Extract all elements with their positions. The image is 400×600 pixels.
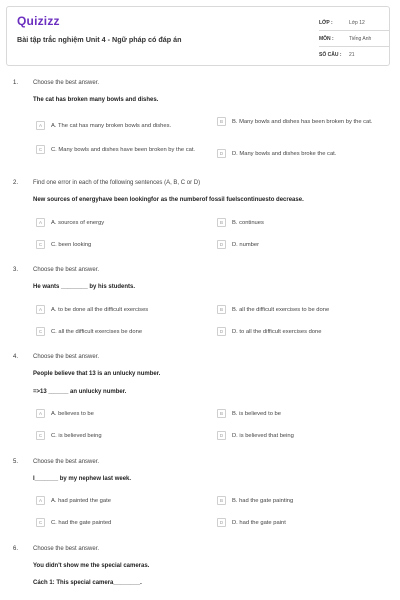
option-text: D. is believed that being <box>232 433 294 439</box>
question-text: New sources of energyhave been lookingfor as the numberof fossil fuelscontinuesto decrease. <box>33 197 304 203</box>
option-b[interactable] <box>217 306 392 314</box>
question-text: Cách 1: This special camera________. <box>33 580 142 586</box>
worksheet-meta <box>319 15 389 62</box>
option-letter-badge: C <box>36 240 45 249</box>
option-b[interactable] <box>217 118 392 126</box>
quizizz-logo[interactable]: Quizizz <box>17 14 60 28</box>
question-instruction: Choose the best answer. <box>33 267 100 273</box>
question-text: He wants ________ by his students. <box>33 284 136 290</box>
option-d[interactable] <box>217 328 392 336</box>
option-a[interactable] <box>36 219 201 227</box>
meta-label: SỐ CÂU : <box>319 51 342 58</box>
option-text: A. believes to be <box>51 411 94 417</box>
question-instruction: Find one error in each of the following sentences (A, B, C or D) <box>33 180 201 186</box>
option-c[interactable] <box>36 519 201 527</box>
option-text: B. continues <box>232 220 264 226</box>
option-letter-badge: C <box>36 518 45 527</box>
option-letter-badge: B <box>217 218 226 227</box>
option-b[interactable] <box>217 497 392 505</box>
option-text: D. had the gate paint <box>232 520 286 526</box>
meta-value: Lớp 12 <box>349 19 365 26</box>
option-text: A. to be done all the difficult exercises <box>51 307 149 313</box>
option-d[interactable] <box>217 241 392 249</box>
option-letter-badge: C <box>36 327 45 336</box>
question-text: People believe that 13 is an unlucky number. <box>33 371 161 377</box>
meta-row-subject <box>319 31 389 47</box>
question-number: 1. <box>13 80 19 86</box>
question-text: You didn't show me the special cameras. <box>33 563 150 569</box>
option-a[interactable] <box>36 122 201 130</box>
question-number: 2. <box>13 180 19 186</box>
option-text: B. Many bowls and dishes has been broken by the cat. <box>232 119 373 125</box>
option-text: D. Many bowls and dishes broke the cat. <box>232 151 337 157</box>
option-a[interactable] <box>36 410 201 418</box>
option-letter-badge: B <box>217 305 226 314</box>
option-letter-badge: D <box>217 431 226 440</box>
option-letter-badge: D <box>217 327 226 336</box>
option-c[interactable] <box>36 241 201 249</box>
option-a[interactable] <box>36 306 201 314</box>
option-a[interactable] <box>36 497 201 505</box>
option-b[interactable] <box>217 219 392 227</box>
meta-row-count <box>319 47 389 62</box>
option-text: B. had the gate painting <box>232 498 294 504</box>
question-number: 6. <box>13 546 19 552</box>
question-text: The cat has broken many bowls and dishes. <box>33 97 159 103</box>
option-d[interactable] <box>217 150 392 158</box>
option-c[interactable] <box>36 146 211 154</box>
meta-value: Tiếng Anh <box>349 35 372 42</box>
option-text: A. had painted the gate <box>51 498 111 504</box>
meta-row-class <box>319 15 389 31</box>
option-text: C. is believed being <box>51 433 102 439</box>
option-letter-badge: A <box>36 496 45 505</box>
option-c[interactable] <box>36 328 201 336</box>
option-text: C. had the gate painted <box>51 520 112 526</box>
question-number: 5. <box>13 459 19 465</box>
option-letter-badge: C <box>36 431 45 440</box>
worksheet-header <box>6 6 390 66</box>
option-letter-badge: B <box>217 117 226 126</box>
question-instruction: Choose the best answer. <box>33 459 100 465</box>
option-text: B. all the difficult exercises to be done <box>232 307 330 313</box>
question-text: =>13 ______ an unlucky number. <box>33 389 127 395</box>
option-d[interactable] <box>217 432 392 440</box>
option-text: A. The cat has many broken bowls and dishes. <box>51 123 172 129</box>
option-text: D. number <box>232 242 260 248</box>
question-text: I_______ by my nephew last week. <box>33 476 132 482</box>
option-letter-badge: A <box>36 305 45 314</box>
option-b[interactable] <box>217 410 392 418</box>
option-letter-badge: A <box>36 121 45 130</box>
option-letter-badge: A <box>36 218 45 227</box>
question-number: 3. <box>13 267 19 273</box>
option-text: C. been looking <box>51 242 92 248</box>
option-letter-badge: A <box>36 409 45 418</box>
option-text: C. Many bowls and dishes have been broken by the cat. <box>51 147 196 153</box>
question-number: 4. <box>13 354 19 360</box>
option-letter-badge: B <box>217 496 226 505</box>
option-d[interactable] <box>217 519 392 527</box>
option-letter-badge: D <box>217 518 226 527</box>
meta-label: LỚP : <box>319 19 333 26</box>
option-letter-badge: B <box>217 409 226 418</box>
option-text: D. to all the difficult exercises done <box>232 329 322 335</box>
option-text: C. all the difficult exercises be done <box>51 329 143 335</box>
option-letter-badge: D <box>217 149 226 158</box>
option-letter-badge: C <box>36 145 45 154</box>
meta-label: MÔN : <box>319 35 334 42</box>
option-c[interactable] <box>36 432 201 440</box>
worksheet-title: Bài tập trắc nghiệm Unit 4 - Ngữ pháp có đáp án <box>17 35 182 44</box>
option-text: B. is believed to be <box>232 411 281 417</box>
question-instruction: Choose the best answer. <box>33 546 100 552</box>
option-letter-badge: D <box>217 240 226 249</box>
meta-value: 21 <box>349 51 355 58</box>
option-text: A. sources of energy <box>51 220 105 226</box>
question-instruction: Choose the best answer. <box>33 80 100 86</box>
question-instruction: Choose the best answer. <box>33 354 100 360</box>
